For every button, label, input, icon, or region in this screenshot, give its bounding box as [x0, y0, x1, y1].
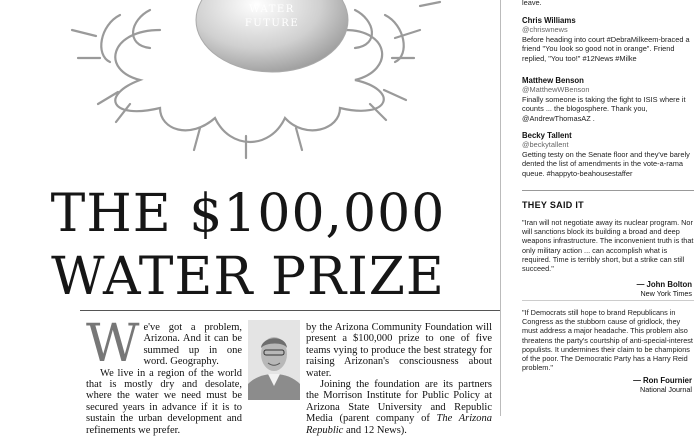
tweet-handle: @chriswnews — [522, 25, 568, 35]
tweet-text: Getting testy on the Senate floor and they've barely dented the list of amendments in the vote-a-rama queue. #happyto-beahousestaffer — [522, 149, 690, 178]
tweet — [522, 76, 694, 123]
water-drop-illustration — [0, 0, 496, 165]
quote-source: National Journal — [640, 385, 692, 394]
tweet-text: Finally someone is taking the fight to ISIS where it counts ... the blogosphere. Thank you, @AndrewThomasAZ . — [522, 94, 686, 123]
article-text: and 12 News). — [343, 424, 407, 436]
drop-cap: W — [86, 314, 140, 374]
article-paragraph: e've got a problem, Arizona. And it can be summed up in one word. Geography. — [143, 322, 242, 368]
tweet-author: Becky Tallent — [522, 131, 572, 140]
tweet — [522, 16, 694, 63]
article-column-1 — [86, 314, 242, 436]
quote-author: — John Bolton — [636, 280, 692, 289]
article-paragraph — [306, 379, 492, 436]
headline-line-2: WATER PRIZE — [51, 247, 445, 307]
quote-author: — Ron Fournier — [633, 376, 692, 385]
illustration-text-water: WATER — [249, 4, 295, 15]
article-text: Joining the foundation are its partners the Morrison Institute for Public Policy at Arizona State University and Republic Media (parent company of — [306, 379, 492, 425]
article-paragraph: We live in a region of the world that is mostly dry and desolate, where the water we need must be secured years in advance if it is to sustain the urban development and refinements we prefer. — [86, 367, 242, 436]
tweet-handle: @MatthewWBenson — [522, 85, 590, 95]
author-photo — [248, 320, 300, 400]
quote-attribution — [637, 280, 692, 298]
headline-line-1: THE $100,000 — [50, 184, 446, 244]
column-divider — [500, 0, 501, 416]
tweet-text: Before heading into court #DebraMilkeem-braced a friend "You look so good not in orange". Friend replied, "You too!" #12News #Milke — [522, 34, 690, 63]
tweet-fragment: leave. — [522, 0, 542, 7]
article-column-3 — [306, 322, 492, 436]
tweet-handle: @beckytallent — [522, 140, 569, 150]
quote-source: New York Times — [640, 289, 692, 298]
quote-text: "If Democrats still hope to brand Republicans in Congress as the stubborn cause of gridlock, they must address a major headache. This problem also threatens the party's courtship of anti-special-interest populists. It undermines their claim to be champions of the poor. The Democratic Party has a Harry Reid problem." — [522, 308, 693, 373]
section-title: THEY SAID IT — [522, 200, 584, 210]
publication-name: The Arizona Republic — [306, 413, 492, 436]
tweet — [522, 131, 694, 178]
tweet-author: Matthew Benson — [522, 76, 584, 85]
quote-attribution — [633, 376, 692, 394]
quote-separator — [522, 300, 694, 301]
section-rule — [522, 190, 694, 191]
article-paragraph: by the Arizona Community Foundation will present a $100,000 prize to one of five teams vying to produce the best strategy for raising Arizonan's consciousness about water. — [306, 322, 492, 379]
sidebar — [508, 0, 700, 416]
tweet-author: Chris Williams — [522, 16, 576, 25]
headline-rule — [80, 310, 500, 311]
quote-text: "Iran will not negotiate away its nuclear program. Nor will sanctions block its building a broad and deep weapons infrastructure. The inconvenient truth is that only military action ... can accomplish what is required. Time is terribly short, but a strike can still succeed." — [522, 218, 694, 274]
illustration-text-future: FUTURE — [244, 18, 300, 29]
